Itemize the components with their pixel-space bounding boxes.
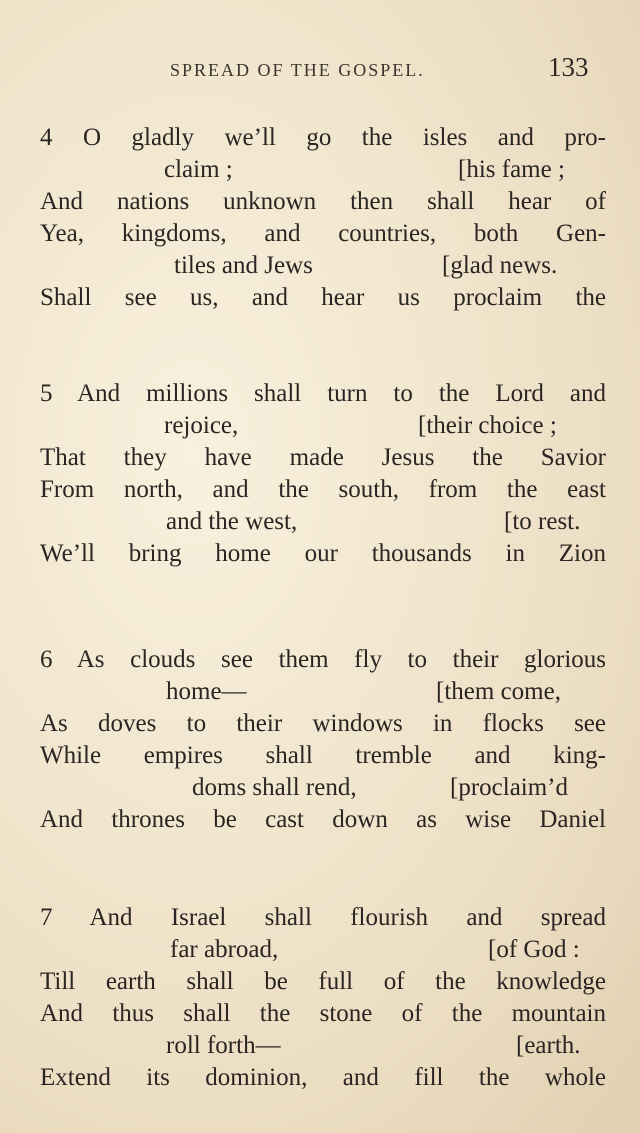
verse-line-indent: roll forth— <box>166 1032 281 1059</box>
verse-line-split <box>40 772 606 804</box>
verse-line-turnover: [their choice ; <box>418 412 557 439</box>
verse-line: Yea, kingdoms, and countries, both Gen- <box>40 220 606 247</box>
verse-line-indent: rejoice, <box>164 412 239 439</box>
verse-line: Shall see us, and hear us proclaim the <box>40 284 606 311</box>
verse-line-indent: tiles and Jews <box>174 252 313 279</box>
verse-line-indent: doms shall rend, <box>192 774 357 801</box>
verse-line: We’ll bring home our thousands in Zion <box>40 540 606 567</box>
verse-line-split <box>40 250 606 282</box>
verse-line: And nations unknown then shall hear of <box>40 188 606 215</box>
verse-line: That they have made Jesus the Savior <box>40 444 606 471</box>
verse-line-split <box>40 506 606 538</box>
verse-line-turnover: [them come, <box>436 678 561 705</box>
verse-line-split <box>40 410 606 442</box>
verse-line-split <box>40 1030 606 1062</box>
verse-line: Extend its dominion, and fill the whole <box>40 1064 606 1091</box>
verse-line: And thus shall the stone of the mountain <box>40 1000 606 1027</box>
verse-line: 4 O gladly we’ll go the isles and pro- <box>40 124 606 151</box>
verse-line-split <box>40 934 606 966</box>
verse-line: As doves to their windows in flocks see <box>40 710 606 737</box>
verse-line-turnover: [earth. <box>516 1032 581 1059</box>
verse-line: While empires shall tremble and king- <box>40 742 606 769</box>
verse-line: Till earth shall be full of the knowledge <box>40 968 606 995</box>
verse-line: 6 As clouds see them fly to their glorious <box>40 646 606 673</box>
verse-line-turnover: [proclaim’d <box>450 774 569 801</box>
verse-line-indent: claim ; <box>164 156 233 183</box>
verse-line-indent: far abroad, <box>170 936 279 963</box>
verse-line: From north, and the south, from the east <box>40 476 606 503</box>
verse-line-turnover: [glad news. <box>442 252 558 279</box>
verse-line-indent: and the west, <box>166 508 298 535</box>
verse-line: 5 And millions shall turn to the Lord and <box>40 380 606 407</box>
verse-line-split <box>40 676 606 708</box>
page-number: 133 <box>548 52 589 82</box>
verse-line-turnover: [to rest. <box>504 508 581 535</box>
running-title: SPREAD OF THE GOSPEL. <box>170 60 425 80</box>
verse-line: And thrones be cast down as wise Daniel <box>40 806 606 833</box>
verse-line-turnover: [his fame ; <box>458 156 565 183</box>
page-header <box>0 52 640 88</box>
verse-line-indent: home— <box>166 678 247 705</box>
verse-line-split <box>40 154 606 186</box>
verse-line-turnover: [of God : <box>488 936 580 963</box>
verse-line: 7 And Israel shall flourish and spread <box>40 904 606 931</box>
